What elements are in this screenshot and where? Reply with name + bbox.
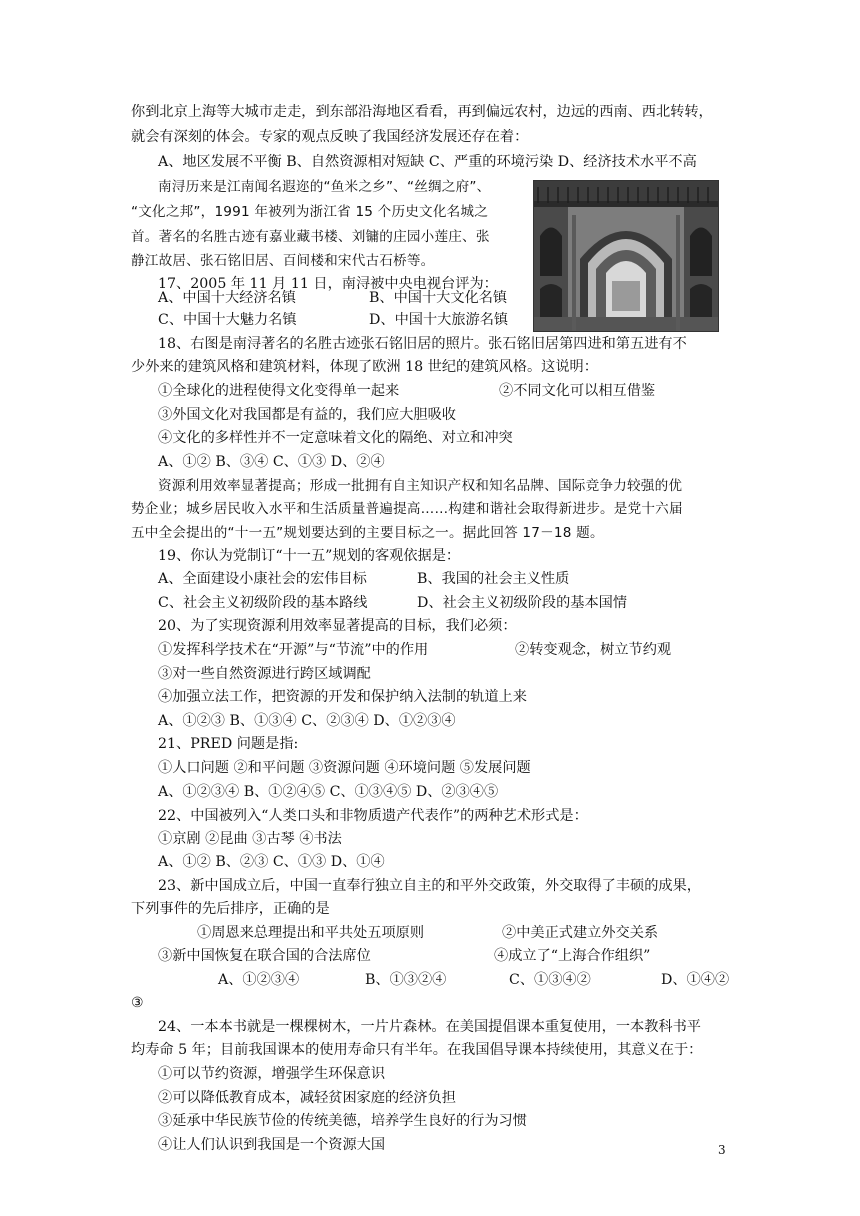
passage-line: 南浔历来是江南闻名遐迩的“鱼米之乡”、“丝绸之府”、: [158, 179, 491, 195]
text-line: 下列事件的先后排序，正确的是: [131, 901, 330, 917]
passage-line: 资源利用效率显著提高；形成一批拥有自主知识产权和知名品牌、国际竞争力较强的优: [158, 478, 683, 494]
statement-2: ②中美正式建立外交关系: [502, 925, 659, 941]
text-line: 你到北京上海等大城市走走，到东部沿海地区看看，再到偏远农村，边远的西南、西北转转，: [131, 104, 713, 120]
option-b: B、中国十大文化名镇: [369, 290, 508, 306]
statement-3: ③对一些自然资源进行跨区域调配: [158, 666, 371, 682]
passage-line: 静江故居、张石铭旧居、百间楼和宋代古石桥等。: [131, 253, 435, 269]
passage-line: 首。著名的名胜古迹有嘉业藏书楼、刘镛的庄园小莲庄、张: [131, 229, 490, 245]
statement-1: ①周恩来总理提出和平共处五项原则: [197, 925, 425, 941]
statement-4: ④成立了“上海合作组织”: [494, 948, 651, 964]
option-c: C、①③④②: [509, 972, 591, 988]
option-b: B、我国的社会主义性质: [417, 571, 570, 587]
question-21: 21、PRED 问题是指:: [158, 736, 299, 752]
building-photo: [533, 180, 719, 332]
passage-line: 势企业；城乡居民收入水平和生活质量普遍提高……构建和谐社会取得新进步。是党十六届: [131, 501, 683, 517]
option-d: D、①④②: [661, 972, 730, 988]
statement-3: ③外国文化对我国都是有益的，我们应大胆吸收: [158, 407, 456, 423]
statement-list: ①人口问题 ②和平问题 ③资源问题 ④环境问题 ⑤发展问题: [158, 760, 531, 776]
statement-2: ②可以降低教育成本，减轻贫困家庭的经济负担: [158, 1090, 456, 1106]
option-c: C、中国十大魅力名镇: [158, 312, 297, 328]
question-18-options: A、①② B、③④ C、①③ D、②④: [158, 454, 385, 470]
statement-list: ①京剧 ②昆曲 ③古琴 ④书法: [158, 831, 342, 847]
option-d: D、中国十大旅游名镇: [369, 312, 509, 328]
text-line: ③: [131, 995, 144, 1011]
question-16-options: A、地区发展不平衡 B、自然资源相对短缺 C、严重的环境污染 D、经济技术水平不高: [158, 154, 697, 170]
option-c: C、社会主义初级阶段的基本路线: [158, 595, 368, 611]
passage-line: “文化之邦”，1991 年被列为浙江省 15 个历史文化名城之: [131, 204, 489, 220]
statement-4: ④让人们认识到我国是一个资源大国: [158, 1137, 386, 1153]
option-a: A、全面建设小康社会的宏伟目标: [158, 571, 367, 587]
page-number: 3: [718, 1143, 726, 1157]
statement-4: ④文化的多样性并不一定意味着文化的隔绝、对立和冲突: [158, 430, 513, 446]
statement-3: ③延承中华民族节俭的传统美德，培养学生良好的行为习惯: [158, 1113, 527, 1129]
statement-4: ④加强立法工作，把资源的开发和保护纳入法制的轨道上来: [158, 689, 527, 705]
question-20-options: A、①②③ B、①③④ C、②③④ D、①②③④: [158, 713, 456, 729]
question-22-options: A、①② B、②③ C、①③ D、①④: [158, 854, 385, 870]
statement-1: ①发挥科学技术在“开源”与“节流”中的作用: [158, 642, 429, 658]
statement-1: ①全球化的进程使得文化变得单一起来: [158, 383, 400, 399]
text-line: 就会有深刻的体会。专家的观点反映了我国经济发展还存在着：: [131, 129, 529, 145]
question-24: 24、一本本书就是一棵棵树木，一片片森林。在美国提倡课本重复使用，一本教科书平: [158, 1019, 701, 1035]
statement-2: ②不同文化可以相互借鉴: [499, 383, 656, 399]
option-b: B、①③②④: [365, 972, 447, 988]
passage-line: 五中全会提出的“十一五”规划要达到的主要目标之一。据此回答 17－18 题。: [131, 525, 604, 541]
option-a: A、①②③④: [218, 972, 300, 988]
statement-1: ①可以节约资源，增强学生环保意识: [158, 1066, 386, 1082]
question-18: 18、右图是南浔著名的名胜古迹张石铭旧居的照片。张石铭旧居第四进和第五进有不: [158, 336, 687, 352]
question-19: 19、你认为党制订“十一五”规划的客观依据是：: [158, 548, 461, 564]
question-20: 20、为了实现资源利用效率显著提高的目标，我们必须：: [158, 618, 517, 634]
statement-3: ③新中国恢复在联合国的合法席位: [158, 948, 371, 964]
text-line: 均寿命 5 年；目前我国课本的使用寿命只有半年。在我国倡导课本持续使用，其意义在于：: [131, 1042, 703, 1058]
question-21-options: A、①②③④ B、①②④⑤ C、①③④⑤ D、②③④⑤: [158, 784, 499, 800]
text-line: 少外来的建筑风格和建筑材料，体现了欧洲 18 世纪的建筑风格。这说明：: [131, 359, 598, 375]
statement-2: ②转变观念，树立节约观: [515, 642, 672, 658]
question-23: 23、新中国成立后，中国一直奉行独立自主的和平外交政策，外交取得了丰硕的成果，: [158, 878, 701, 894]
question-22: 22、中国被列入“人类口头和非物质遗产代表作”的两种艺术形式是：: [158, 808, 588, 824]
option-d: D、社会主义初级阶段的基本国情: [417, 595, 628, 611]
option-a: A、中国十大经济名镇: [158, 290, 296, 306]
question-17: 17、2005 年 11 月 11 日，南浔被中央电视台评为：: [158, 276, 498, 292]
